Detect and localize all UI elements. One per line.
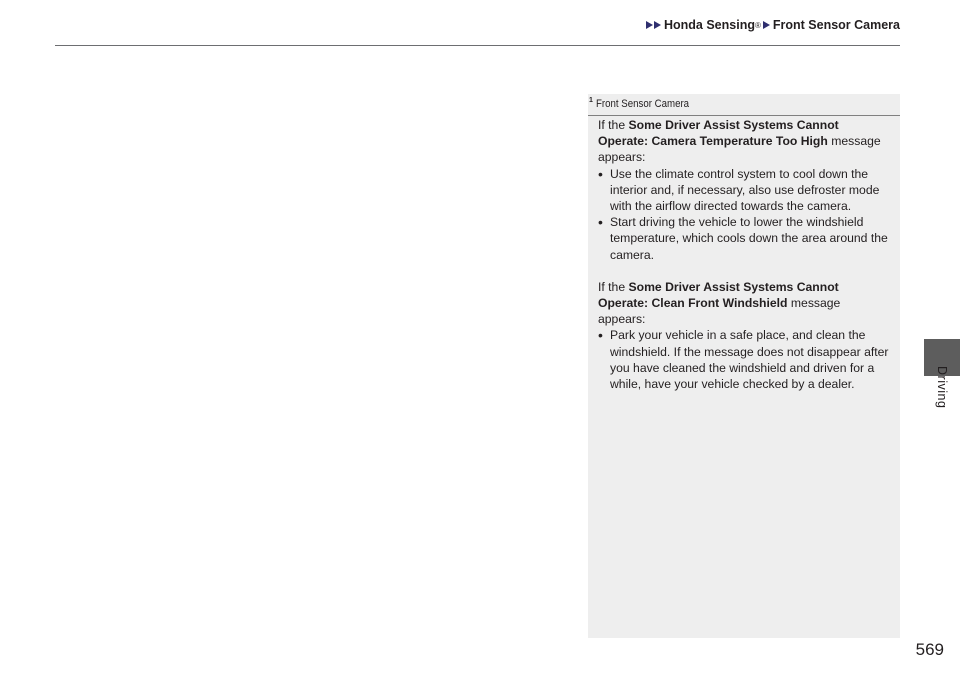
list-item: • Park your vehicle in a safe place, and clean the windshield. If the message does not disappear after you have cleaned the windshield and driven for a while, have your vehicle checked by a dealer. bbox=[598, 327, 890, 392]
breadcrumb-item-front-sensor-camera[interactable]: Front Sensor Camera bbox=[772, 18, 900, 32]
breadcrumb-item-honda-sensing[interactable]: Honda Sensing bbox=[663, 18, 755, 32]
triangle-icon bbox=[763, 21, 770, 29]
message-clean-windshield: Some Driver Assist Systems Cannot Operate: Clean Front Windshield bbox=[598, 279, 839, 311]
header-divider bbox=[55, 45, 900, 46]
bullet-list-camera-temperature bbox=[598, 166, 890, 263]
triangle-icon bbox=[654, 21, 661, 29]
list-item: • Start driving the vehicle to lower the windshield temperature, which cools down the area around the camera. bbox=[598, 214, 890, 263]
section-label: Driving bbox=[935, 366, 949, 409]
bullet-list-clean-windshield bbox=[598, 327, 890, 392]
page-number: 569 bbox=[915, 640, 944, 659]
panel-title: Front Sensor Camera bbox=[596, 98, 690, 110]
triangle-icon bbox=[646, 21, 653, 29]
message-camera-temperature: Some Driver Assist Systems Cannot Operate: Camera Temperature Too High bbox=[598, 118, 839, 149]
paragraph-clean-windshield: If the Some Driver Assist Systems Cannot Operate: Clean Front Windshield message appears: bbox=[598, 279, 841, 327]
panel-header bbox=[588, 95, 900, 116]
paragraph-camera-temperature: If the Some Driver Assist Systems Cannot Operate: Camera Temperature Too High message appears: bbox=[598, 118, 881, 165]
list-item: • Use the climate control system to cool down the interior and, if necessary, also use defroster mode with the airflow directed towards the camera. bbox=[598, 166, 890, 215]
panel-content bbox=[598, 117, 890, 392]
sidebar-note-panel bbox=[588, 94, 900, 638]
registered-mark: ® bbox=[754, 20, 761, 30]
reference-number: 1 bbox=[589, 97, 593, 104]
breadcrumb bbox=[646, 18, 900, 32]
